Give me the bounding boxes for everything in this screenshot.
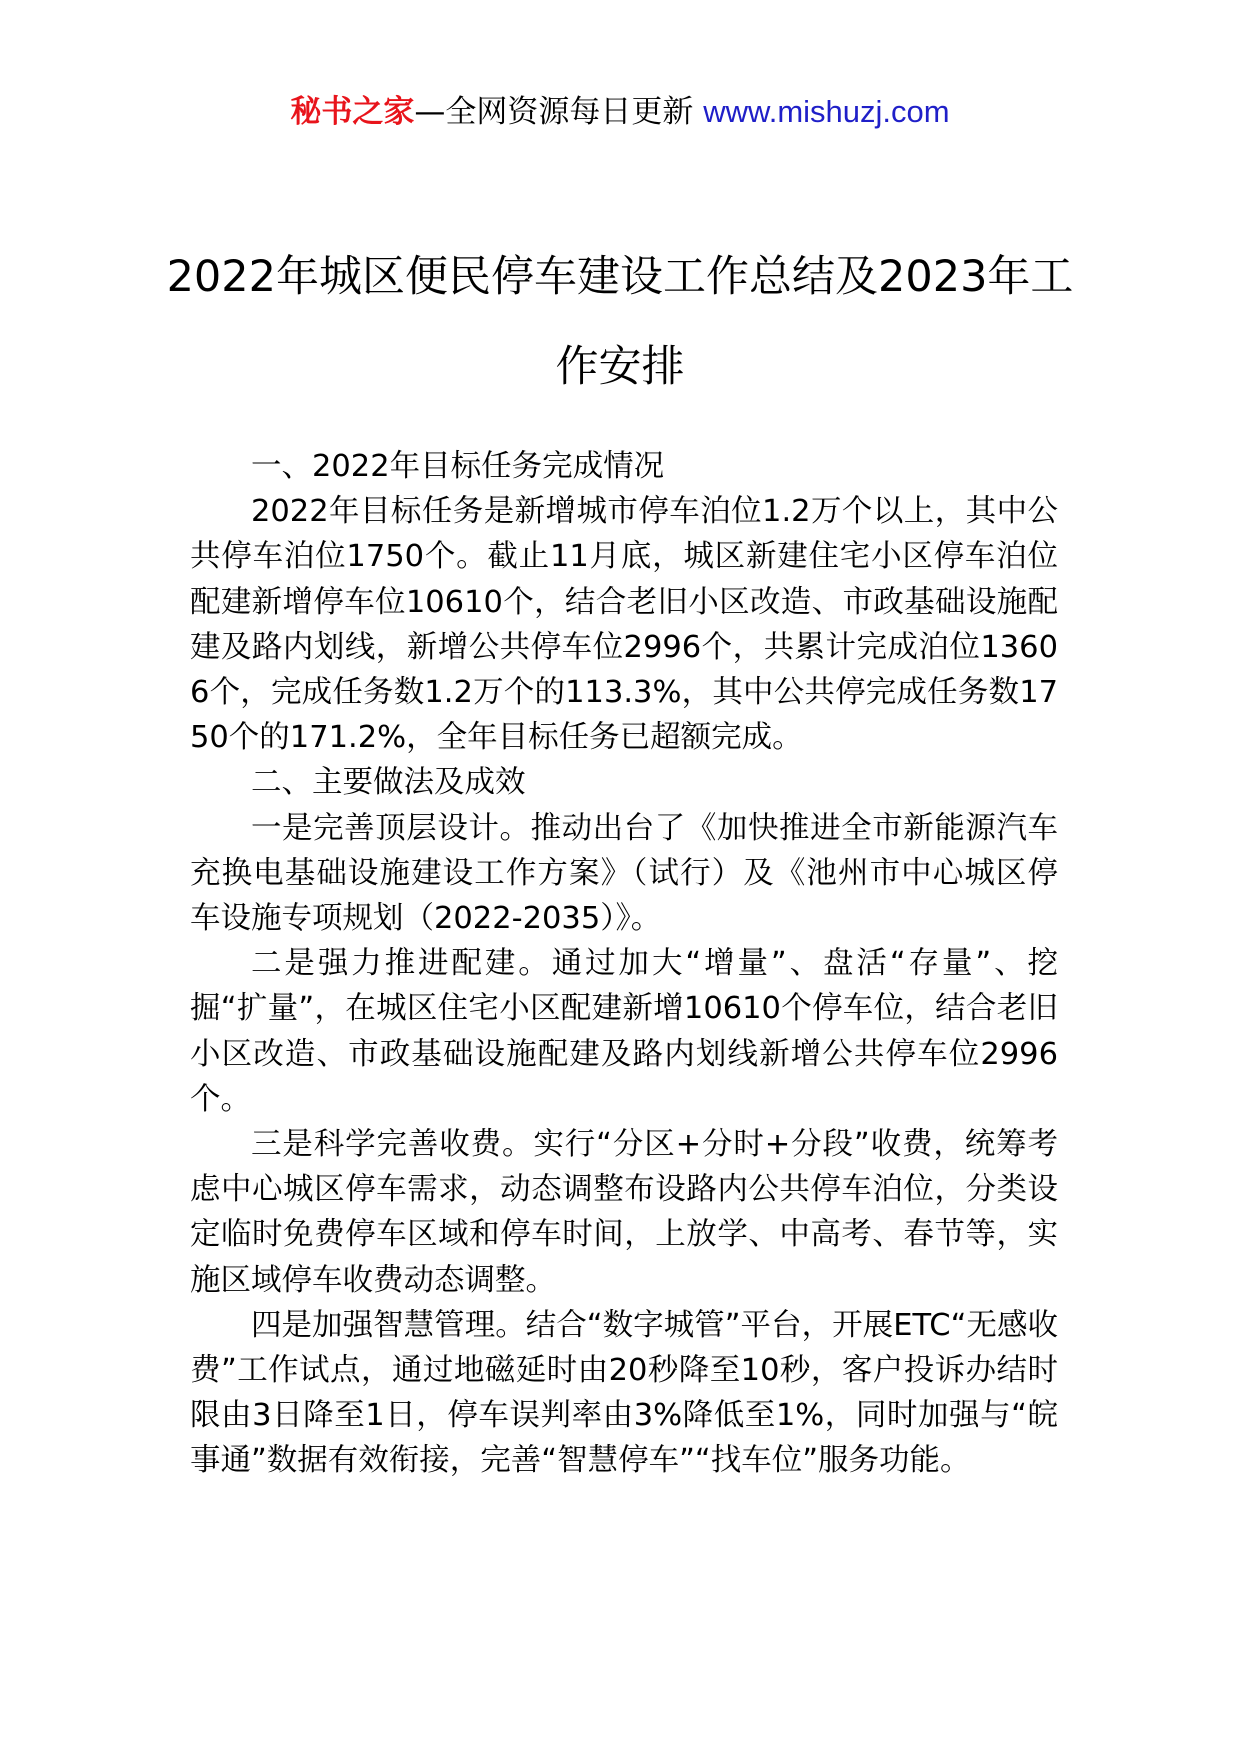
paragraph-smart-management: 四是加强智慧管理。结合“数字城管”平台，开展ETC“无感收费”工作试点，通过地磁延时由20秒降至10秒，客户投诉办结时限由3日降至1日，停车误判率由3%降低至1%，同时加强与“皖事通”数据有效衔接，完善“智慧停车”“找车位”服务功能。 [190, 1307, 1058, 1479]
paragraph-design: 一是完善顶层设计。推动出台了《加快推进全市新能源汽车充换电基础设施建设工作方案》（试行）及《池州市中心城区停车设施专项规划（2022-2035）》。 [190, 810, 1058, 937]
document-body [190, 444, 1058, 1484]
header-brand: 秘书之家 [290, 94, 415, 130]
paragraph-targets: 2022年目标任务是新增城市停车泊位1.2万个以上，其中公共停车泊位1750个。截止11月底，城区新建住宅小区停车泊位配建新增停车位10610个，结合老旧小区改造、市政基础设施配建及路内划线，新增公共停车位2996个，共累计完成泊位13606个，完成任务数1.2万个的113.3%，其中公共停完成任务数1750个的171.2%，全年目标任务已超额完成。 [190, 494, 1058, 756]
document-title: 2022年城区便民停车建设工作总结及2023年工作安排 [166, 252, 1074, 392]
paragraph-charging: 三是科学完善收费。实行“分区+分时+分段”收费，统筹考虑中心城区停车需求，动态调整布设路内公共停车泊位，分类设定临时免费停车区域和停车时间，上放学、中高考、春节等，实施区域停车收费动态调整。 [190, 1127, 1058, 1298]
section-heading-2: 二、主要做法及成效 [251, 765, 526, 801]
header-tagline: —全网资源每日更新 [414, 94, 704, 130]
site-header [0, 92, 1240, 132]
section-heading-1: 一、2022年目标任务完成情况 [251, 449, 665, 484]
paragraph-construction: 二是强力推进配建。通过加大“增量”、盘活“存量”、挖掘“扩量”，在城区住宅小区配建新增10610个停车位，结合老旧小区改造、市政基础设施配建及路内划线新增公共停车位2996个。 [190, 946, 1058, 1117]
header-url-link[interactable]: www.mishuzj.com [703, 94, 950, 129]
